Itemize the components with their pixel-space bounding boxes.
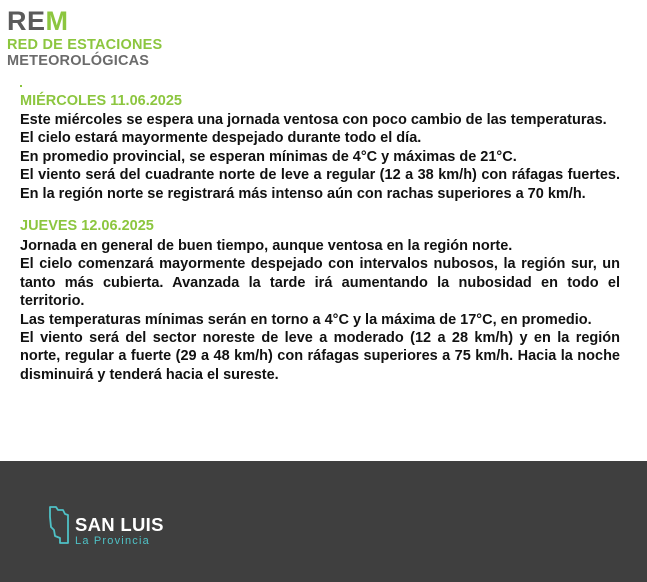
forecast-paragraph: Las temperaturas mínimas serán en torno a 4°C y la máxima de 17°C, en promedio. xyxy=(20,311,592,328)
rem-logo-m: M xyxy=(45,6,69,36)
forecast-paragraph: El viento será del cuadrante norte de leve a regular (12 a 38 km/h) con ráfagas fuertes. En la región norte se registrará más intenso aún con rachas superiores a 70 km/h. xyxy=(20,167,620,202)
decorative-dot xyxy=(20,85,22,87)
forecast-paragraph: En promedio provincial, se esperan mínimas de 4°C y máximas de 21°C. xyxy=(20,148,517,165)
rem-logo-line2: METEOROLÓGICAS xyxy=(7,53,150,69)
forecast-day-1 xyxy=(20,91,620,203)
brand-name: SAN LUIS xyxy=(75,514,164,535)
brand-text xyxy=(75,515,164,548)
rem-logo-re: RE xyxy=(7,6,46,36)
forecast-paragraph: El cielo estará mayormente despejado durante todo el día. xyxy=(20,130,422,147)
section-gap xyxy=(20,203,620,216)
brand-tagline: La Provincia xyxy=(75,535,150,547)
san-luis-logo xyxy=(47,505,164,548)
rem-logo-wordmark xyxy=(7,6,162,36)
rem-logo xyxy=(7,6,162,69)
footer-bar xyxy=(0,461,647,582)
forecast-content xyxy=(20,91,620,384)
forecast-paragraph: Jornada en general de buen tiempo, aunque ventosa en la región norte. xyxy=(20,238,513,255)
forecast-day-2 xyxy=(20,216,620,384)
forecast-paragraph: Este miércoles se espera una jornada ventosa con poco cambio de las temperaturas. xyxy=(20,112,607,128)
day-title: MIÉRCOLES 11.06.2025 xyxy=(20,93,182,109)
san-luis-province-outline-icon xyxy=(47,505,71,545)
rem-logo-line1: RED DE ESTACIONES xyxy=(7,37,163,53)
day-title: JUEVES 12.06.2025 xyxy=(20,218,154,235)
forecast-paragraph: El viento será del sector noreste de leve a moderado (12 a 28 km/h) y en la región norte, regular a fuerte (29 a 48 km/h) con ráfagas superiores a 75 km/h. Hacia la noche disminuirá y tenderá hacia el sureste. xyxy=(20,330,620,383)
forecast-paragraph: El cielo comenzará mayormente despejado con intervalos nubosos, la región sur, un tanto más cubierta. Avanzada la tarde irá aumentando la nubosidad en todo el territorio. xyxy=(20,256,620,310)
